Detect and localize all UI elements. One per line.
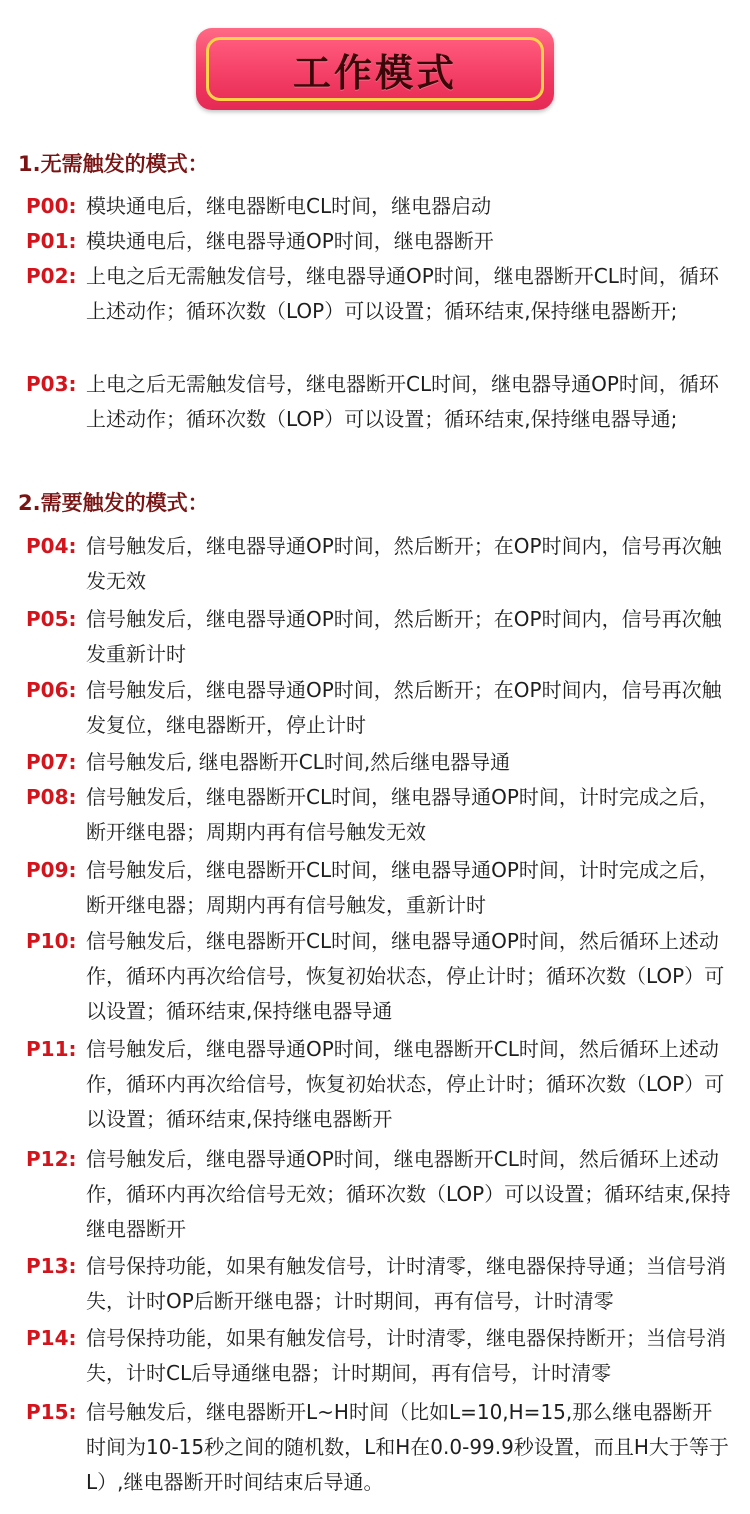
mode-description: 信号触发后，继电器导通OP时间，然后断开；在OP时间内，信号再次触发无效 (86, 534, 722, 593)
mode-description: 信号触发后，继电器断开CL时间，继电器导通OP时间，计时完成之后，断开继电器；周期内再有信号触发，重新计时 (86, 858, 719, 917)
mode-description: 信号触发后，继电器导通OP时间，然后断开；在OP时间内，信号再次触发复位，继电器断开，停止计时 (86, 678, 722, 737)
mode-description: 信号触发后，继电器导通OP时间，然后断开；在OP时间内，信号再次触发重新计时 (86, 607, 722, 666)
mode-code: P14: (26, 1326, 77, 1350)
mode-description: 上电之后无需触发信号，继电器导通OP时间，继电器断开CL时间，循环上述动作；循环次数（LOP）可以设置；循环结束,保持继电器断开; (86, 264, 719, 323)
mode-code: P02: (26, 264, 77, 288)
mode-description: 信号触发后，继电器导通OP时间，继电器断开CL时间，然后循环上述动作，循环内再次给信号无效；循环次数（LOP）可以设置；循环结束,保持继电器断开 (86, 1147, 731, 1241)
mode-item-p06 (26, 673, 732, 743)
title-banner-frame (206, 37, 544, 101)
mode-description: 信号保持功能，如果有触发信号，计时清零，继电器保持断开；当信号消失，计时CL后导通继电器；计时期间，再有信号，计时清零 (86, 1326, 726, 1385)
mode-code: P10: (26, 929, 77, 953)
mode-item-p14 (26, 1321, 732, 1391)
mode-code: P12: (26, 1147, 77, 1171)
mode-item-p03 (26, 367, 732, 437)
mode-code: P05: (26, 607, 77, 631)
title-banner (196, 28, 554, 110)
mode-code: P03: (26, 372, 77, 396)
mode-code: P06: (26, 678, 77, 702)
mode-item-p13 (26, 1249, 732, 1319)
mode-code: P09: (26, 858, 77, 882)
mode-code: P13: (26, 1254, 77, 1278)
mode-item-p04 (26, 529, 732, 599)
mode-description: 信号触发后，继电器导通OP时间，继电器断开CL时间，然后循环上述动作，循环内再次给信号，恢复初始状态，停止计时；循环次数（LOP）可以设置；循环结束,保持继电器断开 (86, 1037, 725, 1131)
page-title: 工作模式 (292, 50, 457, 95)
mode-code: P07: (26, 750, 77, 774)
mode-item-p00 (26, 189, 732, 224)
mode-code: P11: (26, 1037, 77, 1061)
mode-description: 信号触发后，继电器断开CL时间，继电器导通OP时间，然后循环上述动作，循环内再次给信号，恢复初始状态，停止计时；循环次数（LOP）可以设置；循环结束,保持继电器导通 (86, 929, 725, 1023)
mode-item-p02 (26, 259, 732, 329)
mode-item-p12 (26, 1142, 732, 1247)
mode-code: P01: (26, 229, 77, 253)
mode-item-p11 (26, 1032, 732, 1137)
mode-description: 信号保持功能，如果有触发信号，计时清零，继电器保持导通；当信号消失，计时OP后断开继电器；计时期间，再有信号，计时清零 (86, 1254, 726, 1313)
mode-description: 信号触发后, 继电器断开CL时间,然后继电器导通 (86, 750, 511, 774)
section-heading-no-trigger: 1.无需触发的模式： (18, 152, 209, 176)
mode-code: P15: (26, 1400, 77, 1424)
mode-description: 上电之后无需触发信号，继电器断开CL时间，继电器导通OP时间，循环上述动作；循环次数（LOP）可以设置；循环结束,保持继电器导通; (86, 372, 719, 431)
mode-item-p07 (26, 745, 732, 780)
mode-item-p10 (26, 924, 732, 1029)
mode-code: P04: (26, 534, 77, 558)
mode-item-p05 (26, 602, 732, 672)
mode-description: 信号触发后，继电器断开L~H时间（比如L=10,H=15,那么继电器断开时间为10-15秒之间的随机数，L和H在0.0-99.9秒设置，而且H大于等于L）,继电器断开时间结束后导通。 (86, 1400, 729, 1494)
mode-code: P00: (26, 194, 77, 218)
mode-item-p09 (26, 853, 732, 923)
mode-item-p01 (26, 224, 732, 259)
mode-description: 模块通电后，继电器断电CL时间，继电器启动 (86, 194, 492, 218)
mode-item-p08 (26, 780, 732, 850)
section-heading-trigger: 2.需要触发的模式： (18, 491, 209, 515)
mode-description: 模块通电后，继电器导通OP时间，继电器断开 (86, 229, 494, 253)
mode-description: 信号触发后，继电器断开CL时间，继电器导通OP时间，计时完成之后，断开继电器；周期内再有信号触发无效 (86, 785, 719, 844)
mode-item-p15 (26, 1395, 732, 1500)
mode-code: P08: (26, 785, 77, 809)
